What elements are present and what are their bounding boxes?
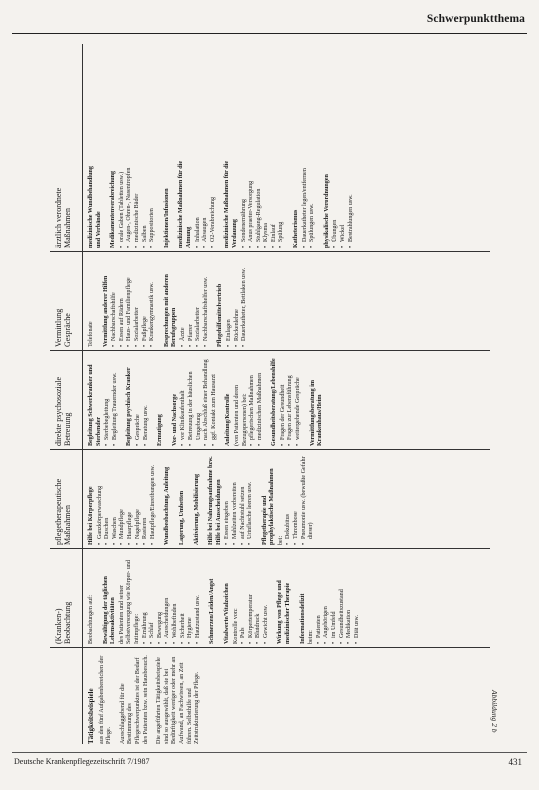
bullet-list [180, 354, 218, 446]
column-block [271, 354, 302, 446]
block-title: medizinische Wundbehandlung und Verbände [88, 166, 102, 248]
list-item: • Pneumonie usw. (bewußte Gefahr dieser) [301, 453, 316, 545]
block-title: Gesundheitsberatung/Lebenshilfe [271, 358, 278, 446]
list-item: • vor Klinikaufenthalt [180, 354, 188, 446]
list-item: • Medikation [346, 552, 354, 644]
list-item: • Urinflasche leeren usw. [247, 453, 255, 545]
list-item: • pflegerischen Maßnahmen [249, 354, 257, 446]
list-item: • Rasieren [142, 453, 150, 545]
list-item: • Mundpflege [119, 453, 127, 545]
block-text: bei: [277, 535, 284, 545]
bullet-list [241, 156, 287, 248]
table [48, 44, 496, 744]
sidebar-title: Tätigkeitsbeispiele [87, 688, 95, 744]
block-title: Vor- und Nachsorge [171, 393, 178, 446]
list-item: • Sozialarbeiter [195, 255, 203, 347]
header-rule [12, 33, 527, 34]
list-item: • Salben [142, 156, 150, 248]
list-item: • Haus- und Familienpflege [126, 255, 134, 347]
bullet-list [135, 354, 150, 446]
block-title: Wundbeobachtung, Anleitung [164, 466, 171, 545]
column-psychosozial [88, 354, 492, 446]
list-item: • Sterbebegleitung [104, 354, 112, 446]
column-block [157, 354, 165, 446]
column-heading-4: Vermittlung Gespräche [54, 308, 72, 347]
bullet-list [224, 453, 254, 545]
list-item: • Pfarrer [188, 255, 196, 347]
block-title: Katheterismus [293, 209, 300, 248]
sidebar-paragraph: Ausschlaggebend für die Bestimmung des Pflegeschwerpunktes ist der Bedarf des Patienten bzw. sein Hausbesuch. [119, 655, 149, 744]
bullet-list [226, 255, 249, 347]
bullet-list [180, 255, 210, 347]
block-title: Vitalwerte/Vitalzeichen [223, 583, 230, 644]
column-block [300, 552, 362, 644]
column-block [172, 354, 219, 446]
list-item: • Wickel [340, 156, 348, 248]
list-item: • Hygiene [187, 552, 195, 644]
list-item: • Absaugen [202, 156, 210, 248]
column-block [225, 354, 264, 446]
list-item: • Einlagen [226, 255, 234, 347]
list-item: • Nachbarschaftshelfer usw. [203, 255, 211, 347]
list-item: • Bewegung [157, 552, 165, 644]
block-title: Wirkung von Pflege und medizinischer Therapie [277, 580, 292, 644]
list-item: • Dekubitus [285, 453, 293, 545]
block-title: Begleitung psychisch Kranker [126, 367, 133, 446]
list-item: • Haarpflege [127, 453, 135, 545]
list-item: • nach Abschluß einer Behandlung [203, 354, 211, 446]
bullet-list [316, 552, 362, 644]
list-item: • Dauerkatheter legen/entfernen [302, 156, 310, 248]
column-block [208, 453, 255, 545]
list-item: • Suppositorien [149, 156, 157, 248]
column-block [310, 354, 325, 446]
list-item: • Fragen zur Lebensführung [287, 354, 295, 446]
column-block [224, 156, 286, 248]
list-item: • Ausscheidungen [164, 552, 172, 644]
block-text: des Patienten und seiner Selbstversorgung wie Körper- und Intimpflege: [118, 560, 140, 644]
list-item: • Krankengymnastik usw. [149, 255, 157, 347]
column-divider [50, 548, 490, 549]
list-item: • Blutdruck [255, 552, 263, 644]
list-item: • Augen-, Ohren-, Nasentropfen [126, 156, 134, 248]
list-item: • Betreuung in der häuslichen Umgebung [188, 354, 203, 446]
column-aerztlich [88, 156, 492, 248]
column-block [178, 156, 217, 248]
list-item: • Sondenernährung [241, 156, 249, 248]
page-number: 431 [508, 757, 522, 767]
bullet-list [111, 255, 157, 347]
column-heading-5: ärztlich verordnete Maßnahmen [54, 187, 72, 248]
column-block [194, 453, 202, 545]
list-item: • Hautpflege/Einreibungen usw. [150, 453, 158, 545]
bullet-list [240, 552, 270, 644]
column-block [209, 552, 217, 644]
list-item: • Hautzustand usw. [195, 552, 203, 644]
bullet-list [119, 156, 157, 248]
list-item: • Essen eingeben [224, 453, 232, 545]
list-item: • medizinischen Maßnahmen [257, 354, 265, 446]
column-block [224, 552, 271, 644]
list-item: • Einlauf [271, 156, 279, 248]
list-item: • Bestrahlungen usw. [348, 156, 356, 248]
list-item: • Sozialarbeiter [134, 255, 142, 347]
block-title: Aktivierung, Mobilisierung [193, 473, 200, 545]
column-block [88, 453, 157, 545]
list-item: • Spülungen usw. [309, 156, 317, 248]
block-title: Hilfe bei Nahrungsaufnahme bzw. Hilfe bei Ausscheidungen [208, 456, 222, 545]
list-item: • Mahlzeiten vorbereiten [232, 453, 240, 545]
block-title: Bewältigung der täglichen Lebensaktivitäten [102, 576, 117, 644]
block-title: Hilfe bei Körperpflege [88, 486, 94, 545]
column-block [179, 453, 187, 545]
list-item: • Sicherheit [180, 552, 188, 644]
bullet-list [249, 354, 264, 446]
block-title: Besprechungen mit anderen Berufsgruppen [163, 274, 178, 347]
sidebar-paragraph: Die angeführten Tätigkeitsbeispiele sind so ausgewählt, daß sie bei Bedürftigkeit weniger oder mehr an Aufwand, an Fachwissen, an Zeit führen. Selbsthilfe und Zeitstrukturierung der Pflege. [156, 656, 201, 744]
column-pflegetherapie [88, 453, 492, 545]
footer-rule [12, 752, 527, 753]
block-title: Vermittlung anderer Hilfen [102, 275, 109, 347]
list-item: • Anus praeter-Versorgung [248, 156, 256, 248]
list-item: • Beratung usw. [143, 354, 151, 446]
bullet-list [104, 354, 119, 446]
column-divider [50, 647, 490, 648]
list-item: • ggf. Kontakt zum Hausarzt [211, 354, 219, 446]
block-title: Pflegehilfsmittelvertrieb [217, 283, 224, 347]
header-divider [82, 44, 83, 744]
block-title: Informationsdefizit [299, 593, 306, 644]
list-item: • Patienten [316, 552, 324, 644]
list-item: • Puls [240, 552, 248, 644]
block-text: Telefonate [88, 321, 94, 347]
column-heading-2: pflegetherapeutische Maßnahmen [54, 478, 72, 545]
column-block [217, 255, 248, 347]
list-item: • Duschen [104, 453, 112, 545]
block-title: Ermutigung [157, 414, 164, 446]
block-title: Vermittlungsberatung im Krankenhaus/Heim [309, 380, 324, 446]
bullet-list [302, 156, 317, 248]
list-item: • Körpertemperatur [248, 552, 256, 644]
list-item: • Diät usw. [354, 552, 362, 644]
list-item: • Ernährung [142, 552, 150, 644]
column-divider [50, 449, 490, 450]
list-item: • weitergehende Gespräche [295, 354, 303, 446]
block-title: Begleitung Schwerkranker und Sterbender [88, 364, 102, 446]
column-block [164, 255, 211, 347]
column-heading-1: (Kranken-) Beobachtung [54, 601, 72, 644]
list-item: • Fragen der Gesundheit [280, 354, 288, 446]
list-item: • medizinische Bäder [134, 156, 142, 248]
list-item: • Dauerkatheter, Bettlaken usw. [241, 255, 249, 347]
block-title: Medikamentenverabreichung [110, 170, 117, 248]
column-block [88, 156, 103, 248]
list-item: • Fußpflege [142, 255, 150, 347]
column-vermittlung [88, 255, 492, 347]
bullet-list [97, 453, 158, 545]
column-block [88, 354, 119, 446]
column-block [88, 552, 96, 644]
column-divider [50, 251, 490, 252]
rotated-table-area [48, 44, 496, 744]
list-item: • Gewicht usw. [263, 552, 271, 644]
block-text: beim: [308, 630, 315, 644]
column-block [164, 156, 172, 248]
figure-label: Abbildung 2 b [490, 690, 499, 733]
block-text: Kontrolle von: [232, 608, 239, 644]
sidebar-paragraph: aus den fünf Aufgabenbereichen der Pflege. [98, 655, 113, 744]
column-block [262, 453, 316, 545]
block-title: Lagerung, Umbetten [178, 490, 185, 545]
running-head: Schwerpunktthema [426, 13, 525, 25]
block-title: medizinische Maßnahmen für die Verdauung [224, 160, 238, 248]
list-item: • Inhalation [195, 156, 203, 248]
bullet-list [285, 453, 315, 545]
block-text: Beobachtungen auf: [88, 595, 94, 644]
list-item: • Nagelpflege [135, 453, 143, 545]
list-item: • auf Nachtstuhl setzen [240, 453, 248, 545]
column-beobachtung [88, 552, 492, 644]
column-block [103, 255, 157, 347]
list-item: • Klysma [263, 156, 271, 248]
column-block [324, 156, 355, 248]
list-item: • Nachbarschaftshilfe [111, 255, 119, 347]
bullet-list [332, 156, 355, 248]
list-item: • O2-Verabreichung [210, 156, 218, 248]
bullet-list [142, 552, 203, 644]
list-item: • Übungen [332, 156, 340, 248]
sidebar [88, 652, 492, 744]
column-heading-3: direkte psychosoziale Betreuung [54, 376, 72, 446]
block-title: medizinische Maßnahmen für die Atmung [178, 160, 192, 248]
list-item: • Ganzkörperwaschung [97, 453, 105, 545]
list-item: • Thrombose [293, 453, 301, 545]
column-block [126, 354, 150, 446]
list-item: • Gespräche [135, 354, 143, 446]
list-item: • im Umfeld [331, 552, 339, 644]
list-item: • Stuhlgang-Regulation [256, 156, 264, 248]
column-block [293, 156, 317, 248]
column-divider [50, 350, 490, 351]
column-block [277, 552, 292, 644]
list-item: • orale Gaben (Tabletten usw.) [119, 156, 127, 248]
list-item: • Gesundheitszustand [339, 552, 347, 644]
list-item: • Angehörigen [323, 552, 331, 644]
journal-name: Deutsche Krankenpflegezeitschrift 7/1987 [14, 757, 150, 766]
list-item: • Rückenlehne [234, 255, 242, 347]
list-item: • Begleitung Trauernder usw. [112, 354, 120, 446]
column-block [110, 156, 157, 248]
list-item: • Spülung [278, 156, 286, 248]
block-title: Schmerzen/Leiden/Angst [209, 578, 216, 644]
list-item: • Essen auf Rädern [119, 255, 127, 347]
block-title: Injektionen/Infusionen [163, 188, 170, 248]
bullet-list [280, 354, 303, 446]
block-title: Pflegetherapie und prophylaktische Maßnahmen [261, 468, 276, 545]
column-block [164, 453, 172, 545]
column-block [103, 552, 203, 644]
bullet-list [195, 156, 218, 248]
list-item: • Wohlbefinden [172, 552, 180, 644]
list-item: • Schlaf [149, 552, 157, 644]
column-block [88, 255, 96, 347]
block-title: physikalische Verordnungen [323, 174, 330, 248]
table-header-row [48, 44, 84, 744]
block-text: (von Patienten und deren Bezugspersonen) bei: [233, 384, 248, 446]
list-item: • Waschen [112, 453, 120, 545]
block-title: Anleitung/Kontrolle [225, 393, 232, 446]
list-item: • Ärzte [180, 255, 188, 347]
